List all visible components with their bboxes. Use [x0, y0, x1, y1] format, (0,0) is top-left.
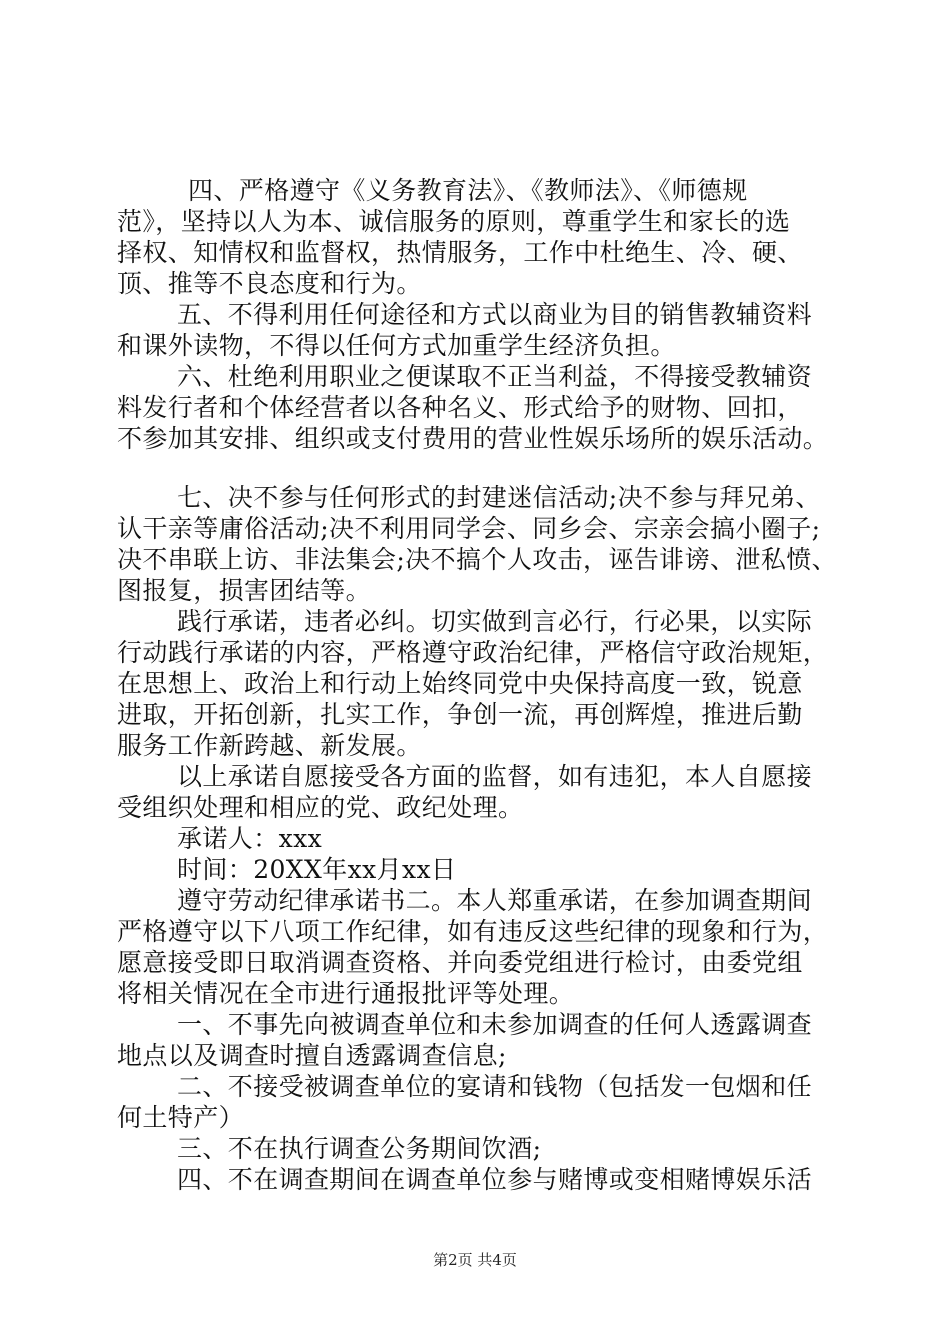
text-line: 以上承诺自愿接受各方面的监督，如有违犯，本人自愿接: [177, 762, 813, 791]
text-line: 和课外读物，不得以任何方式加重学生经济负担。: [117, 331, 676, 360]
text-line: 二、不接受被调查单位的宴请和钱物（包括发一包烟和任: [177, 1072, 813, 1101]
text-line: 行动践行承诺的内容，严格遵守政治纪律，严格信守政治规矩，: [117, 638, 829, 667]
text-line: 六、杜绝利用职业之便谋取不正当利益，不得接受教辅资: [177, 362, 813, 391]
text-line: 地点以及调查时擅自透露调查信息;: [117, 1041, 507, 1070]
text-line: 图报复，损害团结等。: [117, 576, 372, 605]
text-line: 择权、知情权和监督权，热情服务，工作中杜绝生、冷、硬、: [117, 238, 803, 267]
text-line: 范》，坚持以人为本、诚信服务的原则，尊重学生和家长的选: [117, 207, 791, 236]
text-line: 何土特产）: [117, 1103, 245, 1132]
text-line: 四、不在调查期间在调查单位参与赌博或变相赌博娱乐活: [177, 1165, 813, 1194]
text-line: 将相关情况在全市进行通报批评等处理。: [117, 979, 575, 1008]
text-line: 四、严格遵守《义务教育法》、《教师法》、《师德规: [188, 176, 748, 205]
text-line: 料发行者和个体经营者以各种名义、形式给予的财物、回扣，: [117, 393, 803, 422]
page-number-footer: 第2页 共4页: [433, 1251, 517, 1269]
date-line: 时间：20XX年xx月xx日: [177, 855, 457, 884]
text-line: 五、不得利用任何途径和方式以商业为目的销售教辅资料: [177, 300, 813, 329]
text-line: 受组织处理和相应的党、政纪处理。: [117, 793, 524, 822]
text-line: 认干亲等庸俗活动;决不利用同学会、同乡会、宗亲会搞小圈子;: [117, 514, 821, 543]
text-line: 不参加其安排、组织或支付费用的营业性娱乐场所的娱乐活动。: [117, 424, 829, 453]
text-line: 严格遵守以下八项工作纪律，如有违反这些纪律的现象和行为，: [117, 917, 829, 946]
text-line: 愿意接受即日取消调查资格、并向委党组进行检讨，由委党组: [117, 948, 803, 977]
signatory-line: 承诺人：xxx: [177, 824, 323, 853]
text-line: 七、决不参与任何形式的封建迷信活动;决不参与拜兄弟、: [177, 483, 821, 512]
text-line: 服务工作新跨越、新发展。: [117, 731, 422, 760]
text-line: 决不串联上访、非法集会;决不搞个人攻击，诬告诽谤、泄私愤、: [117, 545, 838, 574]
text-line: 在思想上、政治上和行动上始终同党中央保持高度一致，锐意: [117, 669, 803, 698]
text-line: 进取，开拓创新，扎实工作，争创一流，再创辉煌，推进后勤: [117, 700, 803, 729]
text-line: 顶、推等不良态度和行为。: [117, 269, 422, 298]
text-line: 一、不事先向被调查单位和未参加调查的任何人透露调查: [177, 1010, 813, 1039]
text-line: 三、不在执行调查公务期间饮酒;: [177, 1134, 542, 1163]
text-line: 践行承诺，违者必纠。切实做到言必行，行必果，以实际: [177, 607, 813, 636]
text-line: 遵守劳动纪律承诺书二。本人郑重承诺，在参加调查期间: [177, 886, 813, 915]
